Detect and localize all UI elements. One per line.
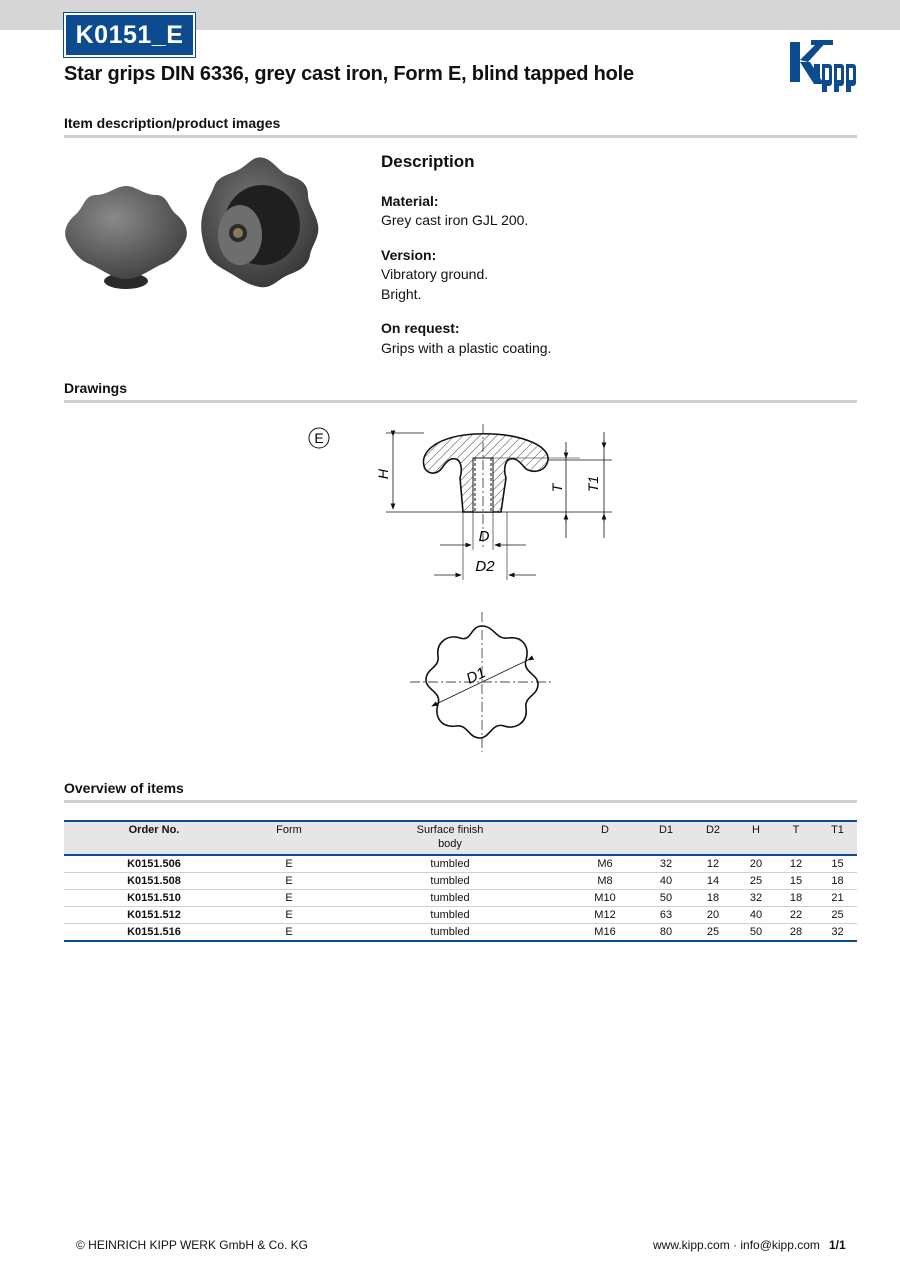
cell-D: M6 (566, 855, 644, 873)
dim-label-D2: D2 (475, 558, 495, 575)
dim-label-D: D (478, 528, 490, 545)
items-table (64, 820, 857, 942)
col-header-form: Form (276, 824, 302, 836)
dim-label-T1: T1 (585, 475, 601, 493)
cell-form: E (244, 924, 334, 942)
cell-T: 28 (774, 924, 818, 942)
description-panel (381, 152, 801, 373)
cell-form: E (244, 873, 334, 890)
product-code-badge: K0151_E (64, 13, 195, 57)
cell-D2: 14 (688, 873, 738, 890)
cell-D1: 32 (644, 855, 688, 873)
cell-D1: 80 (644, 924, 688, 942)
cell-D2: 18 (688, 890, 738, 907)
dim-label-H: H (375, 468, 391, 480)
cell-H: 40 (738, 907, 774, 924)
cell-D2: 12 (688, 855, 738, 873)
material-value: Grey cast iron GJL 200. (381, 212, 529, 228)
cell-order-no: K0151.510 (64, 890, 244, 907)
cell-H: 25 (738, 873, 774, 890)
table-row (64, 873, 857, 890)
cell-T1: 32 (818, 924, 857, 942)
col-header-D: D (601, 824, 609, 836)
dim-label-T: T (549, 483, 565, 493)
request-group (381, 319, 801, 358)
cell-D1: 63 (644, 907, 688, 924)
dim-label-D1: D1 (463, 664, 489, 688)
cell-order-no: K0151.516 (64, 924, 244, 942)
cell-T: 12 (774, 855, 818, 873)
col-header-surface-finish-line1: Surface finish (416, 824, 484, 836)
col-header-surface-finish (334, 821, 566, 855)
cell-H: 32 (738, 890, 774, 907)
cell-T1: 21 (818, 890, 857, 907)
cell-surface-finish: tumbled (334, 855, 566, 873)
cell-T: 22 (774, 907, 818, 924)
col-header-D1: D1 (658, 824, 674, 836)
material-label: Material: (381, 192, 439, 209)
cell-order-no: K0151.508 (64, 873, 244, 890)
cell-H: 50 (738, 924, 774, 942)
table-row (64, 890, 857, 907)
version-group (381, 246, 801, 305)
cell-D1: 50 (644, 890, 688, 907)
cell-surface-finish: tumbled (334, 924, 566, 942)
col-header-H: H (752, 824, 760, 836)
cell-T1: 15 (818, 855, 857, 873)
table-header-row (64, 821, 857, 855)
cell-D: M10 (566, 890, 644, 907)
cell-H: 20 (738, 855, 774, 873)
col-header-D2: D2 (705, 824, 721, 836)
cell-T1: 25 (818, 907, 857, 924)
cell-D: M8 (566, 873, 644, 890)
version-line-1: Vibratory ground. (381, 266, 489, 282)
section-heading-overview: Overview of items (64, 780, 184, 796)
cell-T: 18 (774, 890, 818, 907)
description-heading: Description (381, 152, 475, 171)
cell-order-no: K0151.512 (64, 907, 244, 924)
cell-form: E (244, 855, 334, 873)
cell-D: M16 (566, 924, 644, 942)
section-rule (64, 800, 857, 803)
cell-form: E (244, 907, 334, 924)
request-value: Grips with a plastic coating. (381, 339, 552, 356)
page-title: Star grips DIN 6336, grey cast iron, Form E, blind tapped hole (64, 63, 634, 85)
cell-T1: 18 (818, 873, 857, 890)
footer-contact[interactable]: www.kipp.com · info@kipp.com (653, 1238, 820, 1252)
cell-surface-finish: tumbled (334, 907, 566, 924)
section-heading-item-description: Item description/product images (64, 115, 281, 131)
cell-D2: 25 (688, 924, 738, 942)
col-header-order-no: Order No. (128, 824, 180, 836)
table-row (64, 855, 857, 873)
technical-drawing (300, 420, 630, 760)
cell-form: E (244, 890, 334, 907)
material-group (381, 192, 801, 231)
footer-page-number: 1/1 (829, 1238, 846, 1252)
section-heading-drawings: Drawings (64, 380, 128, 396)
section-rule (64, 400, 857, 403)
version-line-2: Bright. (381, 285, 422, 302)
request-label: On request: (381, 320, 460, 336)
table-row (64, 924, 857, 942)
form-marker-label: E (314, 430, 324, 446)
cell-D1: 40 (644, 873, 688, 890)
col-header-T1: T1 (831, 824, 844, 836)
footer-copyright: © HEINRICH KIPP WERK GmbH & Co. KG (76, 1238, 308, 1252)
kipp-logo (784, 38, 858, 92)
col-header-surface-finish-line2: body (438, 838, 462, 850)
cell-surface-finish: tumbled (334, 873, 566, 890)
cell-surface-finish: tumbled (334, 890, 566, 907)
cell-D: M12 (566, 907, 644, 924)
product-photo (64, 153, 326, 293)
cell-T: 15 (774, 873, 818, 890)
section-rule (64, 135, 857, 138)
cell-D2: 20 (688, 907, 738, 924)
version-label: Version: (381, 246, 437, 263)
table-row (64, 907, 857, 924)
col-header-T: T (792, 824, 800, 836)
cell-order-no: K0151.506 (64, 855, 244, 873)
